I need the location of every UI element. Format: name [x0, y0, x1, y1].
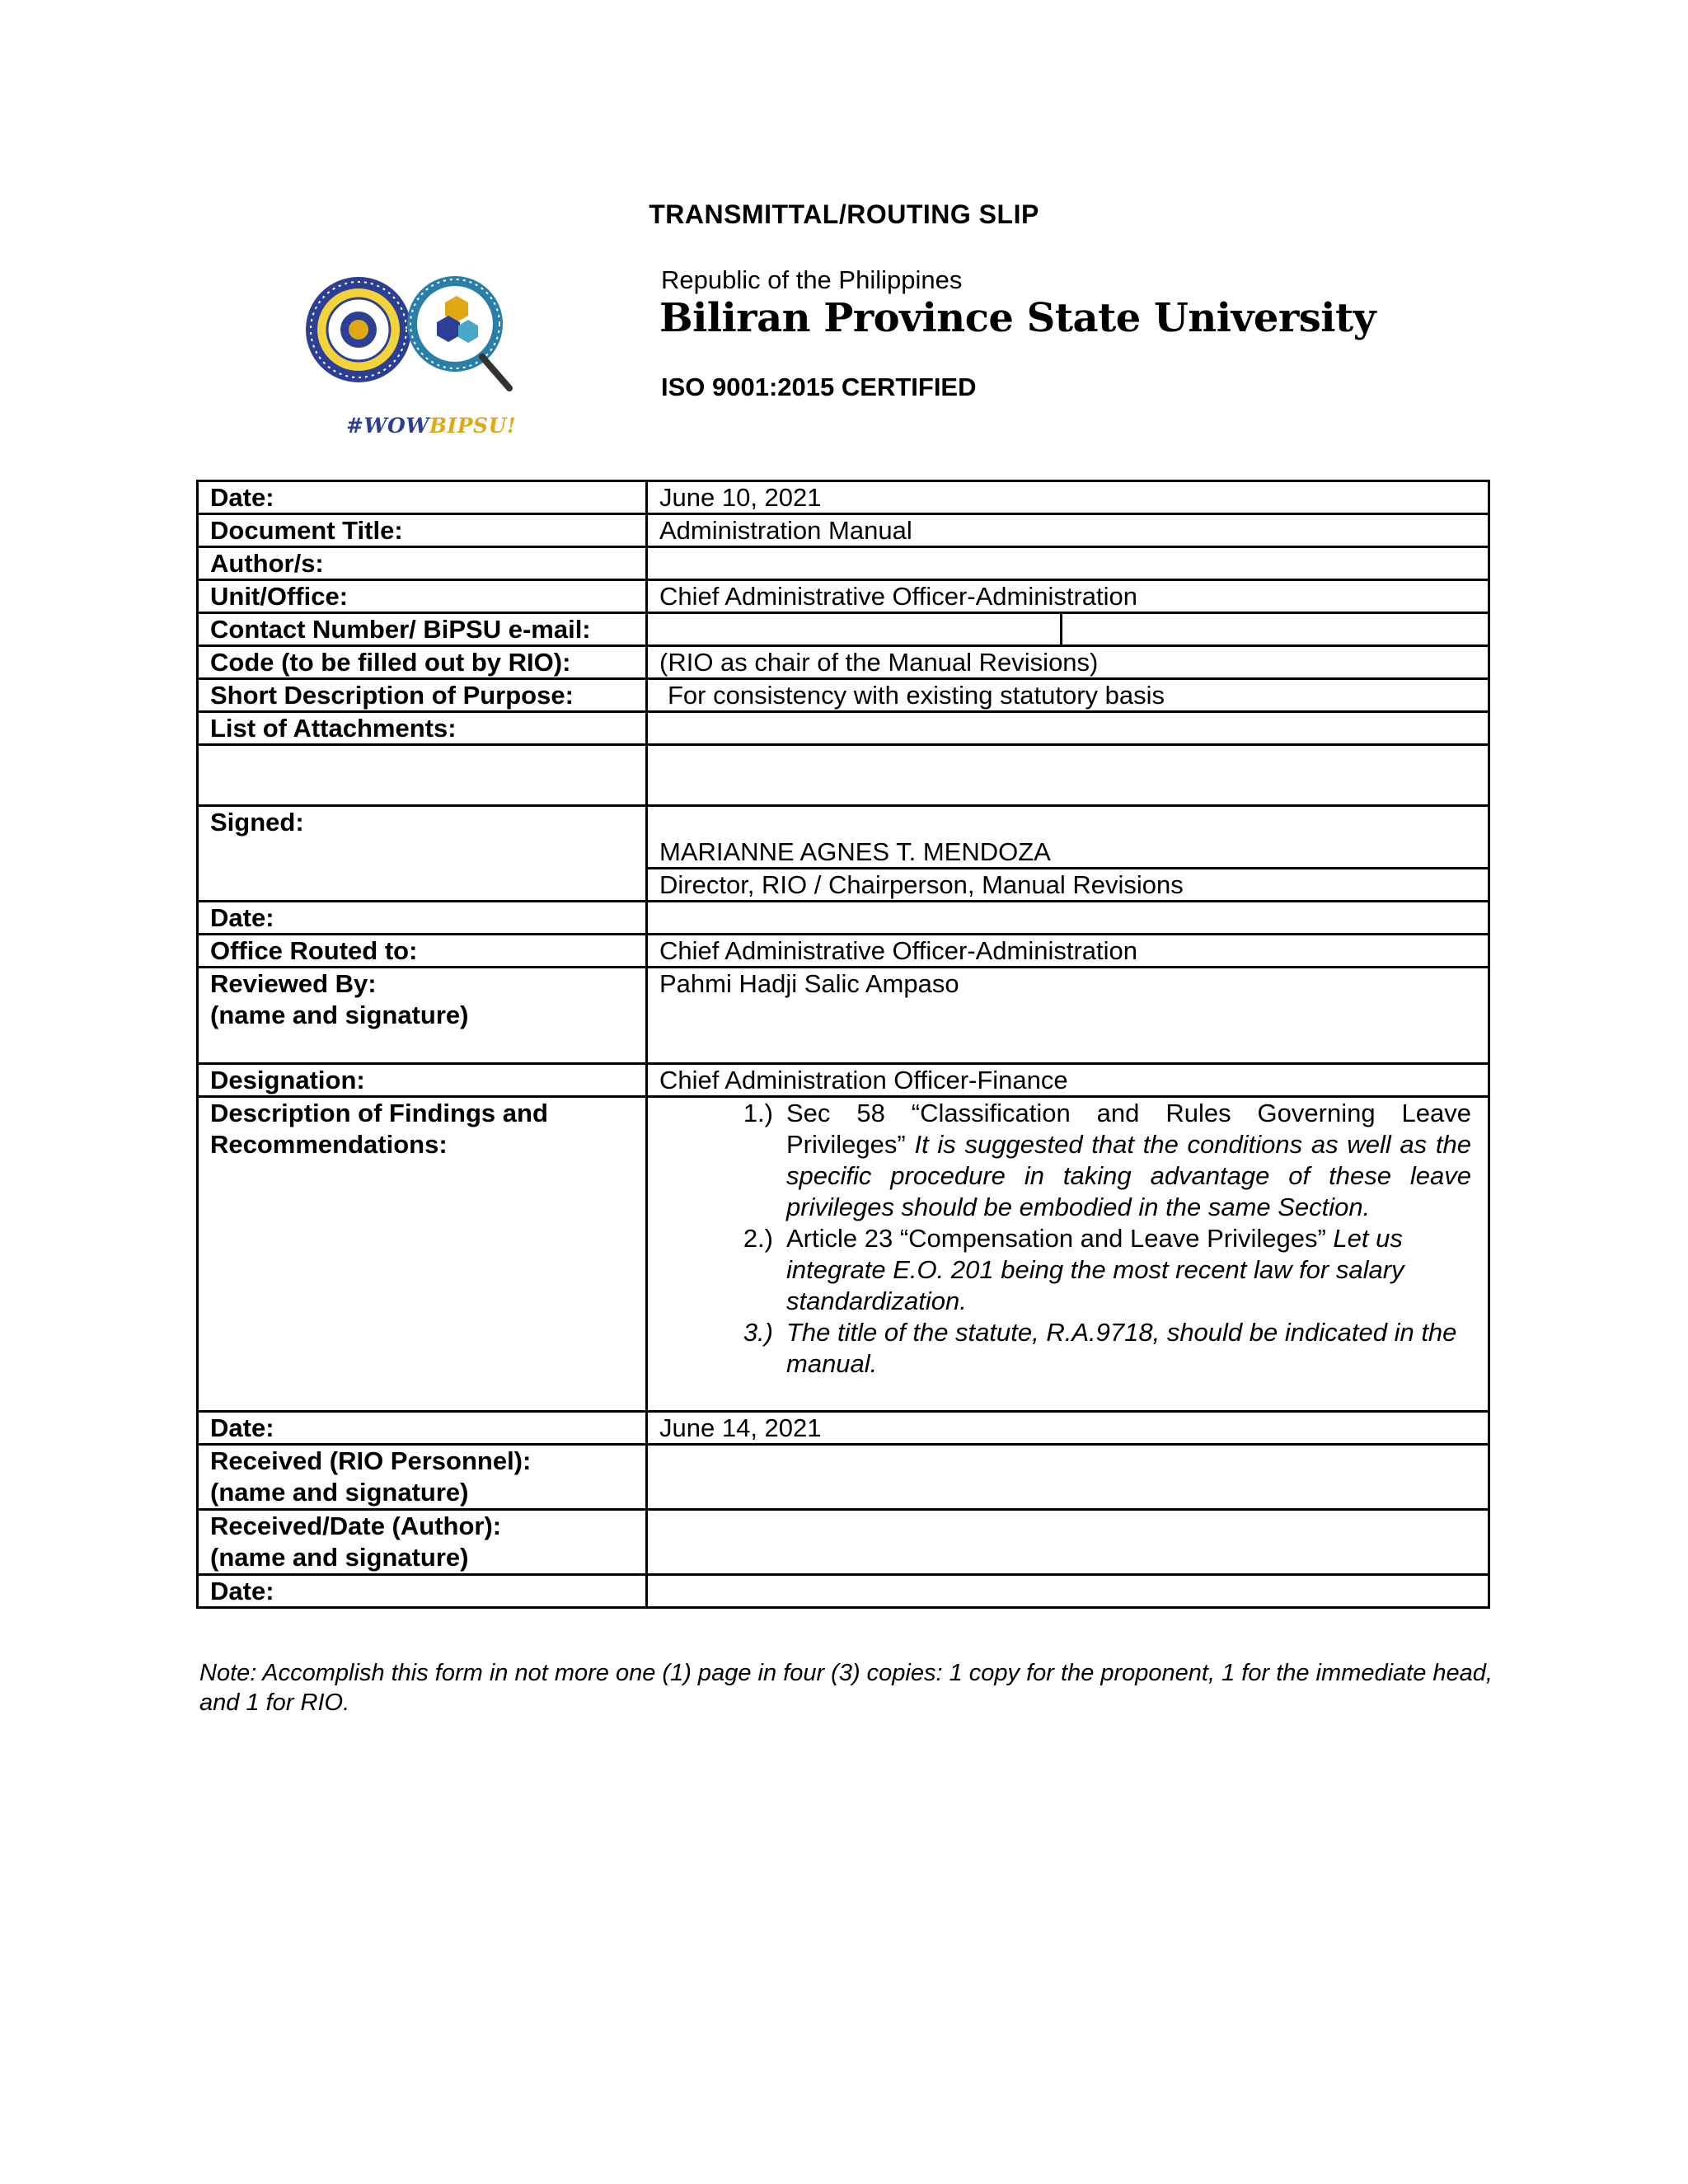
- row-attachments: [198, 712, 1489, 745]
- row-purpose: [198, 679, 1489, 712]
- finding-detail: Let us integrate E.O. 201 being the most recent law for salary standardization.: [786, 1224, 1404, 1315]
- attachments-blank-right: [647, 745, 1489, 806]
- hashtag-logo: #WOWBIPSU!: [346, 414, 517, 438]
- unit-office-value: Chief Administrative Officer-Administration: [647, 580, 1489, 613]
- received-rio-label-cell: [198, 1445, 647, 1510]
- reviewed-by-label: Reviewed By:: [210, 969, 377, 998]
- row-authors: [198, 547, 1489, 580]
- row-date: [198, 481, 1489, 514]
- purpose-value: [647, 679, 1489, 712]
- reviewed-by-value: Pahmi Hadji Salic Ampaso: [647, 968, 1489, 1064]
- date-value: June 10, 2021: [647, 481, 1489, 514]
- row-unit-office: [198, 580, 1489, 613]
- row-received-rio: [198, 1445, 1489, 1510]
- purpose-text: For consistency with existing statutory basis: [668, 681, 1165, 710]
- finding-item: [659, 1317, 1476, 1380]
- attachments-label: List of Attachments:: [198, 712, 647, 745]
- row-date-4: [198, 1575, 1489, 1608]
- date-3-label: Date:: [198, 1412, 647, 1445]
- finding-item: [659, 1223, 1476, 1317]
- findings-value: [647, 1097, 1489, 1412]
- purpose-label: Short Description of Purpose:: [198, 679, 647, 712]
- row-contact: [198, 613, 1489, 646]
- signed-position: Director, RIO / Chairperson, Manual Revisions: [647, 869, 1489, 902]
- contact-value-cell: [647, 613, 1489, 646]
- received-rio-value: [647, 1445, 1489, 1510]
- reviewed-by-sub: (name and signature): [210, 1001, 469, 1029]
- document-title-value: Administration Manual: [647, 514, 1489, 547]
- authors-value: [647, 547, 1489, 580]
- findings-label-line-2: Recommendations:: [210, 1130, 448, 1159]
- authors-label: Author/s:: [198, 547, 647, 580]
- contact-number-value: [648, 614, 1062, 644]
- row-attachments-blank: [198, 745, 1489, 806]
- received-author-value: [647, 1510, 1489, 1575]
- row-document-title: [198, 514, 1489, 547]
- routing-slip-table: [196, 480, 1490, 1609]
- finding-item: [659, 1098, 1476, 1223]
- received-author-sub: (name and signature): [210, 1543, 469, 1572]
- bipsu-seal-icon: [306, 277, 411, 382]
- iso-certification: ISO 9001:2015 CERTIFIED: [661, 373, 977, 401]
- university-name: Biliran Province State University: [659, 295, 1376, 341]
- row-designation: [198, 1064, 1489, 1097]
- designation-value: Chief Administration Officer-Finance: [647, 1064, 1489, 1097]
- office-routed-label: Office Routed to:: [198, 935, 647, 968]
- code-value: (RIO as chair of the Manual Revisions): [647, 646, 1489, 679]
- code-label: Code (to be filled out by RIO):: [198, 646, 647, 679]
- date-4-value: [647, 1575, 1489, 1608]
- row-reviewed-by: [198, 968, 1489, 1064]
- row-office-routed: [198, 935, 1489, 968]
- reviewed-by-label-cell: [198, 968, 647, 1064]
- row-code: [198, 646, 1489, 679]
- slip-title: TRANSMITTAL/ROUTING SLIP: [649, 199, 1039, 229]
- republic-text: Republic of the Philippines: [661, 265, 963, 294]
- row-findings: [198, 1097, 1489, 1412]
- row-date-3: [198, 1412, 1489, 1445]
- finding-title: Article 23 “Compensation and Leave Privileges”: [786, 1224, 1326, 1253]
- document-title-label: Document Title:: [198, 514, 647, 547]
- rio-seal-icon: [407, 276, 509, 388]
- row-date-2: [198, 902, 1489, 935]
- received-rio-label: Received (RIO Personnel):: [210, 1446, 532, 1475]
- unit-office-label: Unit/Office:: [198, 580, 647, 613]
- attachments-value: [647, 712, 1489, 745]
- date-label: Date:: [198, 481, 647, 514]
- row-signed-name: [198, 806, 1489, 869]
- findings-label-line-1: Description of Findings and: [210, 1099, 548, 1127]
- signed-name: MARIANNE AGNES T. MENDOZA: [647, 806, 1489, 869]
- office-routed-value: Chief Administrative Officer-Administration: [647, 935, 1489, 968]
- footer-note: Note: Accomplish this form in not more one (1) page in four (3) copies: 1 copy for the proponent, 1 for the immediate head, and 1 for RIO.: [199, 1660, 1493, 1716]
- received-rio-sub: (name and signature): [210, 1478, 469, 1507]
- findings-list: [659, 1098, 1476, 1380]
- received-author-label-cell: [198, 1510, 647, 1575]
- date-3-value: June 14, 2021: [647, 1412, 1489, 1445]
- signed-label: Signed:: [198, 806, 647, 902]
- received-author-label: Received/Date (Author):: [210, 1511, 502, 1540]
- finding-detail: It is suggested that the conditions as well as the specific procedure in taking advantage of these leave privileges should be embodied in the same Section.: [786, 1130, 1471, 1221]
- findings-label-cell: [198, 1097, 647, 1412]
- date-2-label: Date:: [198, 902, 647, 935]
- finding-number: 1.): [743, 1099, 773, 1127]
- finding-title: Sec 58 “Classification and Rules Governing Leave Privileges”: [786, 1099, 1471, 1159]
- attachments-blank-left: [198, 745, 647, 806]
- contact-label: Contact Number/ BiPSU e-mail:: [198, 613, 647, 646]
- finding-number: 3.): [743, 1318, 773, 1347]
- date-4-label: Date:: [198, 1575, 647, 1608]
- finding-number: 2.): [743, 1224, 773, 1253]
- date-2-value: [647, 902, 1489, 935]
- row-received-author: [198, 1510, 1489, 1575]
- finding-detail: The title of the statute, R.A.9718, should be indicated in the manual.: [786, 1318, 1457, 1378]
- designation-label: Designation:: [198, 1064, 647, 1097]
